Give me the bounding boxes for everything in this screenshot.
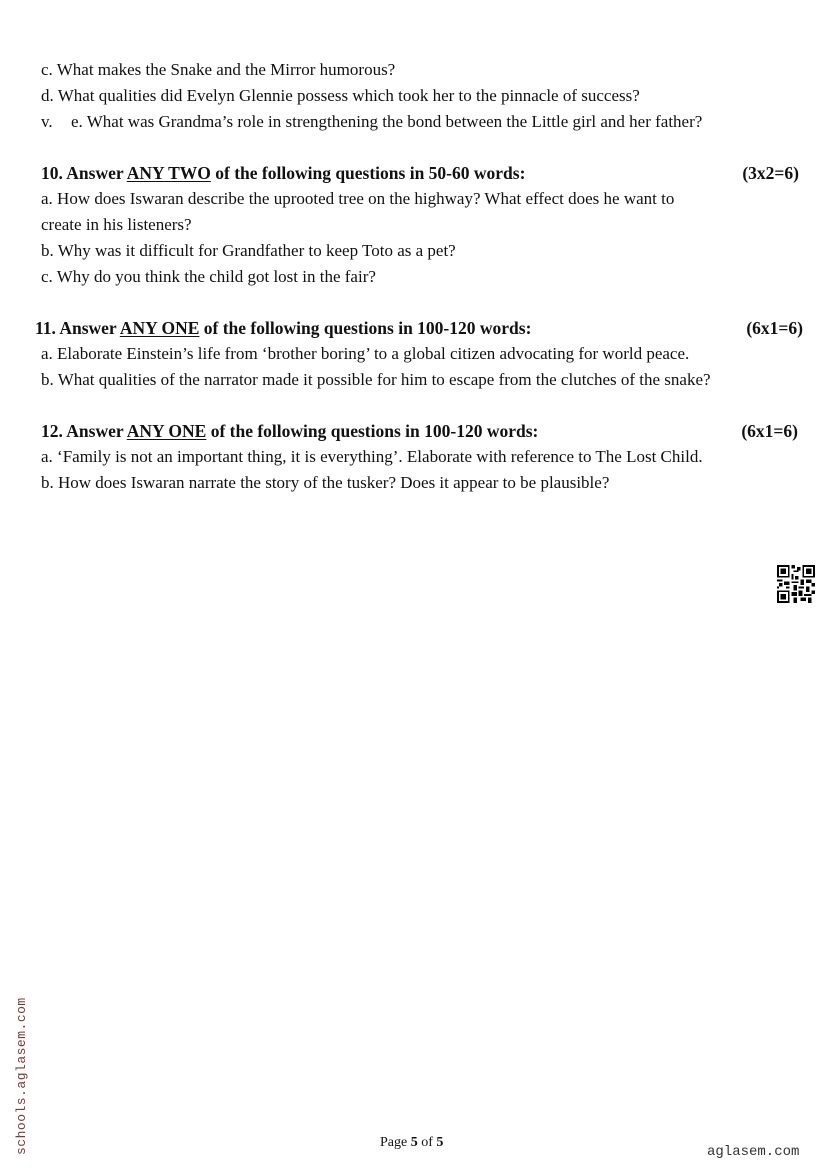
question-11-heading [35, 318, 803, 338]
question-10b: b. Why was it difficult for Grandfather to keep Toto as a pet? [41, 241, 456, 260]
question-11b: b. What qualities of the narrator made it possible for him to escape from the clutches of the snake? [41, 370, 711, 389]
question-number: 11. [35, 318, 56, 338]
question-11a: a. Elaborate Einstein’s life from ‘brother boring’ to a global citizen advocating for world peace. [41, 344, 690, 363]
question-9d: d. What qualities did Evelyn Glennie possess which took her to the pinnacle of success? [41, 86, 640, 105]
page-total: 5 [436, 1135, 444, 1150]
question-number: 10. [41, 163, 63, 183]
marks-label: (6x1=6) [741, 421, 798, 441]
question-9c: c. What makes the Snake and the Mirror humorous? [41, 60, 396, 79]
heading-text: Answer [66, 421, 124, 441]
heading-text: Answer [66, 163, 124, 183]
question-12a: a. ‘Family is not an important thing, it is everything’. Elaborate with reference to The Lost Child. [41, 447, 703, 466]
heading-emphasis: ANY ONE [126, 421, 207, 441]
question-9e-text: e. What was Grandma’s role in strengthening the bond between the Little girl and her father? [71, 112, 703, 131]
question-10a-cont: create in his listeners? [41, 215, 192, 234]
heading-emphasis: ANY ONE [119, 318, 200, 338]
of-label: of [421, 1135, 433, 1150]
brand-watermark: aglasem.com [707, 1144, 800, 1160]
page-footer [380, 1135, 443, 1151]
side-watermark: schools.aglasem.com [14, 997, 29, 1155]
marks-label: (3x2=6) [742, 163, 799, 183]
heading-text: Answer [59, 318, 117, 338]
question-12-heading [41, 421, 798, 441]
question-12b: b. How does Iswaran narrate the story of the tusker? Does it appear to be plausible? [41, 473, 610, 492]
heading-text: of the following questions in 100-120 words: [203, 318, 532, 338]
marks-label: (6x1=6) [746, 318, 803, 338]
heading-text: of the following questions in 50-60 words: [215, 163, 526, 183]
heading-text: of the following questions in 100-120 words: [210, 421, 539, 441]
question-9e [41, 112, 702, 132]
qr-code-icon [776, 565, 816, 603]
heading-emphasis: ANY TWO [126, 163, 211, 183]
question-10c: c. Why do you think the child got lost in the fair? [41, 267, 376, 286]
question-10a: a. How does Iswaran describe the uprooted tree on the highway? What effect does he want to [41, 189, 675, 208]
page-label: Page [380, 1135, 408, 1150]
page-current: 5 [410, 1135, 418, 1150]
question-number: 12. [41, 421, 63, 441]
question-10-heading [41, 163, 799, 183]
list-marker: v. [41, 112, 53, 131]
